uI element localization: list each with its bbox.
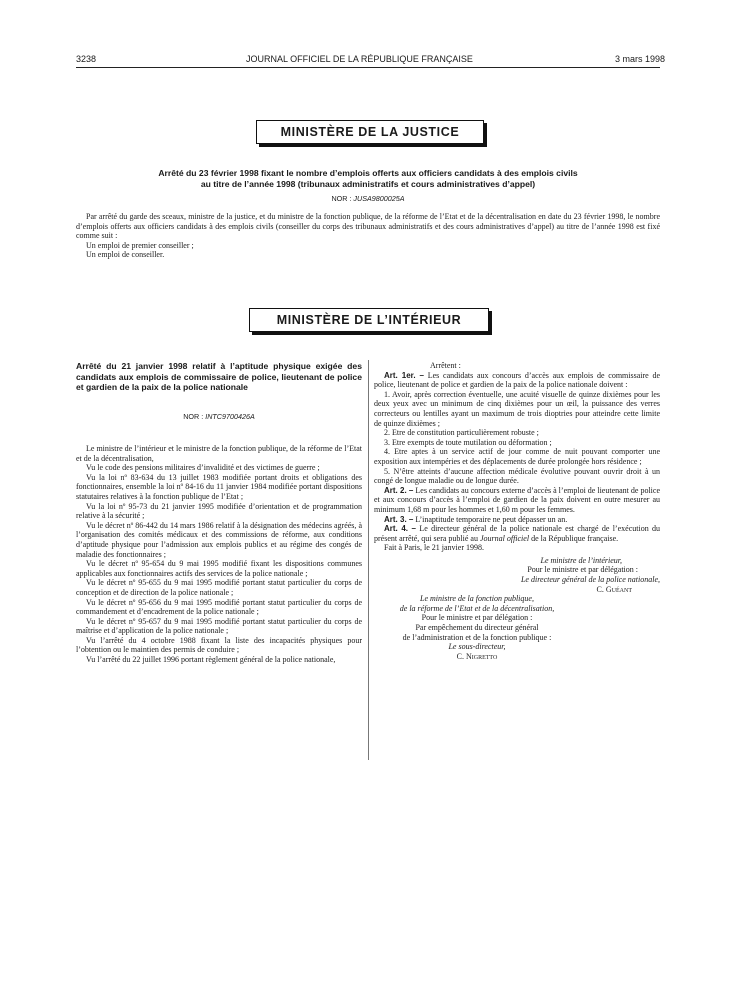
article-3-text: L’inaptitude temporaire ne peut dépasser un an. — [415, 514, 568, 524]
article-4: Art. 4. – Le directeur général de la police nationale est chargé de l’exécution du présent arrêté, qui sera publié au Journal officiel de la République française. — [374, 524, 661, 543]
header-rule — [76, 67, 660, 68]
article-2-label: Art. 2. – — [384, 485, 414, 495]
justice-body-paragraph: Par arrêté du garde des sceaux, ministre de la justice, et du ministre de la fonction publique, de la réforme de l’Etat et de la décentralisation en date du 23 février 1998, le nombre d’emplois offerts aux officiers candidats à des emplois civils (conseiller du corps des tribunaux administratifs et des cours administratives d’appel) au titre de l’année 1998 est fixé comme suit : — [76, 212, 660, 241]
article-1-label: Art. 1er. – — [384, 370, 424, 380]
signature2-role-line1: Le ministre de la fonction publique, — [420, 594, 534, 604]
signature2-impediment-line1: Par empêchement du directeur général — [415, 623, 539, 633]
justice-title-line2: au titre de l’année 1998 (tribunaux administratifs et cours administratives d’appel) — [200, 178, 536, 189]
visa-paragraph: Vu le décret nº 95-654 du 9 mai 1995 modifié fixant les dispositions communes applicables aux fonctionnaires actifs des services de la police nationale ; — [76, 559, 362, 578]
article-3 — [374, 515, 660, 525]
article-1-text: Les candidats aux concours d’accès aux emplois de commissaire de police, lieutenant de police et gardien de la paix de la police nationale doivent : — [374, 370, 661, 390]
visa-paragraph: Vu la loi nº 83-634 du 13 juillet 1983 modifiée portant droits et obligations des fonctionnaires, ensemble la loi nº 84-16 du 11 janvier 1984 modifiée portant dispositions statutaires relatives à la fonction publique de l’Etat ; — [76, 472, 362, 501]
article-4-label: Art. 4. – — [384, 524, 416, 534]
visa-paragraph: Vu l’arrêté du 4 octobre 1988 fixant la liste des incapacités physiques pour l’obtention ou le maintien des permis de conduire ; — [76, 635, 362, 655]
visa-paragraph: Vu le décret nº 86-442 du 14 mars 1986 relatif à la désignation des médecins agréés, à l’organisation des comités médicaux et des commissions de réforme, aux conditions d’aptitude physique pour l’admission aux emplois publics et au régime des congés de maladie des fonctionnaires ; — [76, 520, 362, 559]
interieur-visas — [76, 444, 362, 665]
justice-body — [76, 212, 660, 260]
signature2-title: Le sous-directeur, — [448, 642, 506, 652]
article-2-text: Les candidats au concours externe d’accès à l’emploi de lieutenant de police et aux concours d’accès à l’emploi de gardien de la paix doivent en outre mesurer au minimum 1,68 m pour les hommes et 1,60 m pour les femmes. — [374, 485, 661, 514]
journal-title: JOURNAL OFFICIEL DE LA RÉPUBLIQUE FRANÇAISE — [246, 54, 473, 64]
justice-item-2: Un emploi de conseiller. — [86, 250, 165, 260]
visa-paragraph: Vu le code des pensions militaires d’invalidité et des victimes de guerre ; — [86, 463, 320, 473]
arretent: Arrêtent : — [430, 361, 461, 370]
signature1-role: Le ministre de l’intérieur, — [540, 555, 622, 565]
issue-date: 3 mars 1998 — [615, 54, 666, 64]
column-divider — [368, 360, 369, 760]
interieur-articles — [374, 361, 660, 661]
article-1-item: 3. Etre exempts de toute mutilation ou déformation ; — [384, 437, 552, 447]
article-2 — [374, 486, 660, 515]
interieur-nor: NOR : INTC9700426A — [183, 412, 255, 421]
visa-paragraph: Le ministre de l’intérieur et le ministre de la fonction publique, de la réforme de l’Etat et de la décentralisation, — [76, 444, 362, 463]
signature1-title: Le directeur général de la police nationale, — [520, 575, 660, 585]
interieur-nor-code: INTC9700426A — [205, 412, 255, 421]
signature1-name: C. Guéant — [596, 584, 632, 594]
interieur-arrete-title: Arrêté du 21 janvier 1998 relatif à l’aptitude physique exigée des candidats aux emplois de commissaire de police, lieutenant de police et gardien de la paix de la police nationale — [76, 361, 362, 392]
visa-paragraph: Vu le décret nº 95-657 du 9 mai 1995 modifié portant statut particulier du corps de maîtrise et d’application de la police nationale ; — [76, 616, 362, 636]
page-number: 3238 — [76, 54, 97, 64]
article-1-item: 1. Avoir, après correction éventuelle, une acuité visuelle de quinze dixièmes pour les deux yeux avec un minimum de cinq dixièmes pour un œil, la puissance des verres correcteurs ou lentilles ayant un maximum de trois dioptries pour atteindre cette limite de quinze dixièmes ; — [374, 389, 660, 428]
justice-item-1: Un emploi de premier conseiller ; — [86, 240, 194, 250]
signature2-impediment-line2: de l’administration et de la fonction publique : — [402, 632, 552, 642]
article-1-item: 4. Etre aptes à un service actif de jour comme de nuit pouvant comporter une exposition aux intempéries et des déplacements de durée prolongée hors résidence ; — [374, 447, 660, 466]
article-3-label: Art. 3. – — [384, 514, 414, 524]
justice-nor-code: JUSA9800025A — [353, 194, 405, 203]
journal-officiel-ref: Journal officiel — [479, 533, 530, 543]
justice-title-line1: Arrêté du 23 février 1998 fixant le nombre d’emplois offerts aux officiers candidats à des emplois civils — [158, 168, 578, 178]
visa-paragraph: Vu le décret nº 95-656 du 9 mai 1995 modifié portant statut particulier du corps de commandement et d’encadrement de la police nationale ; — [76, 597, 362, 617]
justice-arrete-title — [76, 168, 660, 189]
article-1-item: 2. Etre de constitution particulièrement robuste ; — [384, 428, 539, 438]
signature2-delegation: Pour le ministre et par délégation : — [421, 613, 533, 623]
signature2-name: C. Nigretto — [456, 651, 498, 661]
ministry-justice-box: MINISTÈRE DE LA JUSTICE — [256, 120, 484, 144]
ministry-interieur-box: MINISTÈRE DE L’INTÉRIEUR — [249, 308, 489, 332]
visa-paragraph: Vu la loi nº 95-73 du 21 janvier 1995 modifiée d’orientation et de programmation relative à la sécurité ; — [76, 501, 362, 521]
visa-paragraph: Vu l’arrêté du 22 juillet 1996 portant règlement général de la police nationale, — [86, 655, 336, 665]
signature1-delegation: Pour le ministre et par délégation : — [527, 565, 638, 575]
fait-a-paris: Fait à Paris, le 21 janvier 1998. — [384, 543, 484, 553]
justice-nor: NOR : JUSA9800025A — [331, 194, 405, 203]
visa-paragraph: Vu le décret nº 95-655 du 9 mai 1995 modifié portant statut particulier du corps de conception et de direction de la police nationale ; — [76, 578, 362, 597]
signature2-role-line2: de la réforme de l’Etat et de la décentralisation, — [399, 603, 555, 613]
article-1 — [374, 371, 660, 390]
article-1-item: 5. N’être atteints d’aucune affection médicale évolutive pouvant ouvrir droit à un congé de longue maladie ou de longue durée. — [374, 466, 660, 486]
